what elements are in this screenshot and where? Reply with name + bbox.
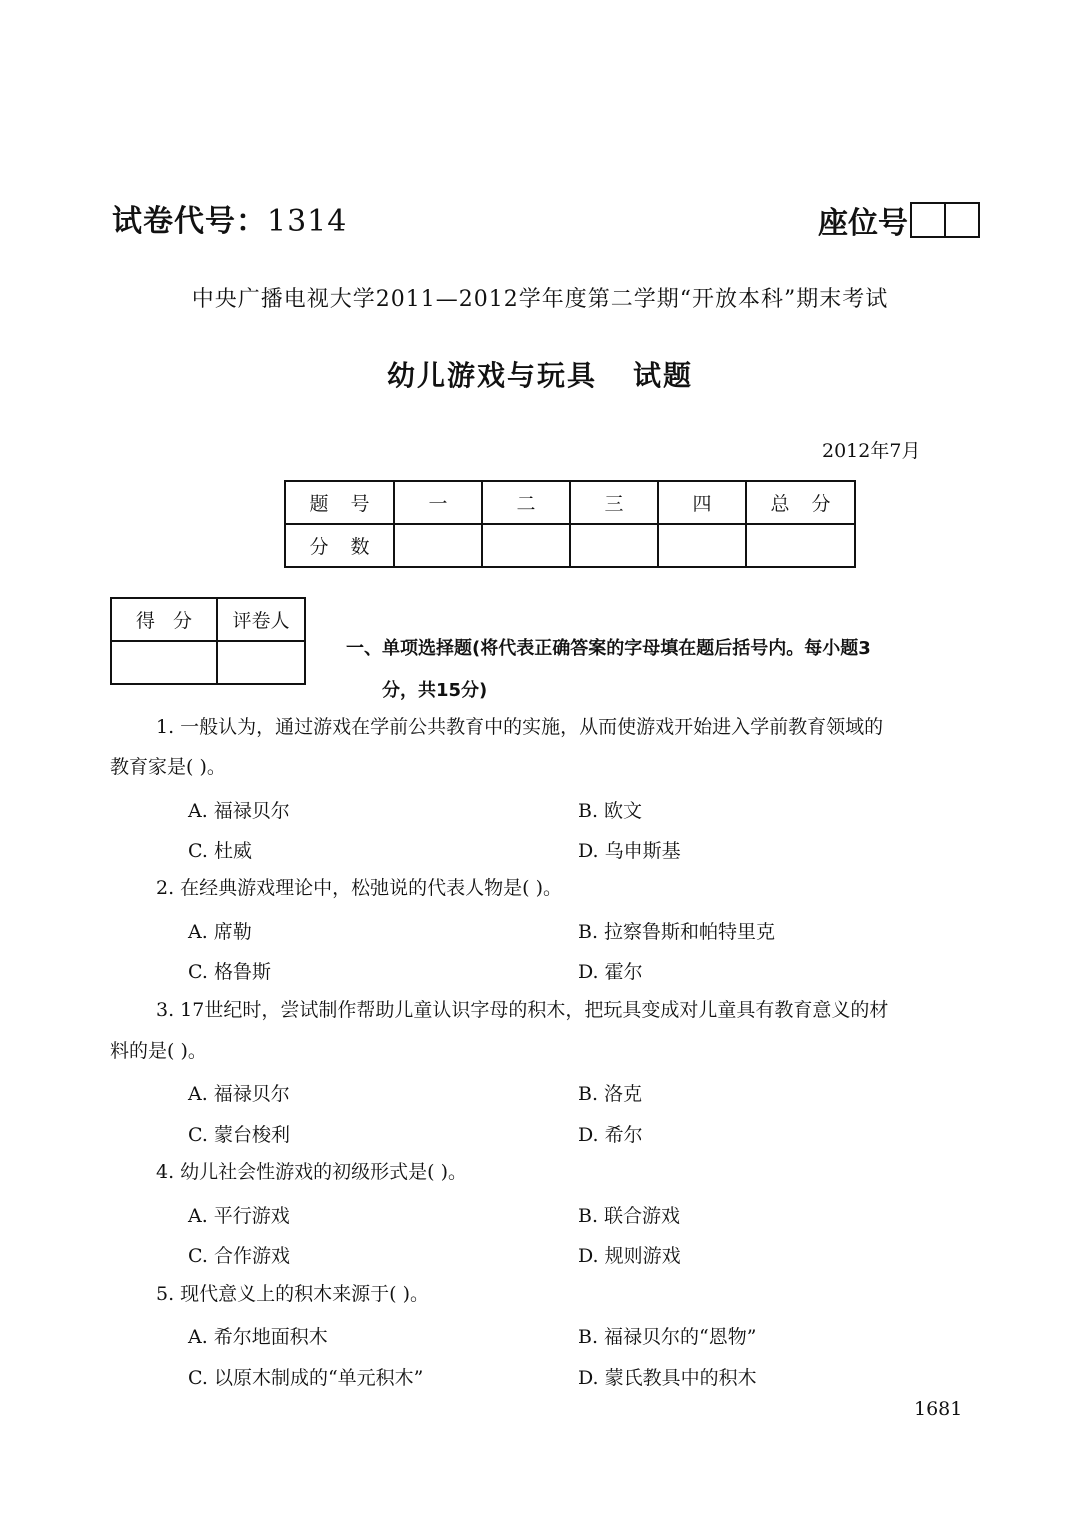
option: D. 蒙氏教具中的积木 xyxy=(578,1367,757,1389)
question-stem: 教育家是( )。 xyxy=(110,756,226,778)
option: B. 拉察鲁斯和帕特里克 xyxy=(578,921,776,943)
grader-score-cell xyxy=(111,641,217,684)
question-stem: 4. 幼儿社会性游戏的初级形式是( )。 xyxy=(156,1161,468,1183)
question-stem: 5. 现代意义上的积木来源于( )。 xyxy=(156,1283,430,1305)
option: C. 以原木制成的“单元积木” xyxy=(188,1367,424,1389)
seat-number xyxy=(818,198,980,242)
paper-code-value: 1314 xyxy=(267,204,348,239)
option: A. 平行游戏 xyxy=(188,1205,290,1227)
section-heading xyxy=(346,628,986,712)
score-input-cell xyxy=(746,524,855,567)
option: D. 霍尔 xyxy=(578,961,643,983)
title-suffix: 试题 xyxy=(633,359,694,392)
option: D. 规则游戏 xyxy=(578,1245,681,1267)
score-input-cell xyxy=(658,524,746,567)
paper-code-label: 试卷代号： xyxy=(112,204,267,239)
score-table-cell: 三 xyxy=(570,481,658,524)
score-table-cell: 一 xyxy=(394,481,482,524)
section-heading-line: 一、单项选择题(将代表正确答案的字母填在题后括号内。每小题3 xyxy=(346,638,871,659)
seat-number-box xyxy=(912,204,944,236)
section-heading-line: 分，共15分) xyxy=(382,680,488,701)
option: B. 欧文 xyxy=(578,800,643,822)
grader-name-cell xyxy=(217,641,305,684)
exam-header: 中央广播电视大学2011—2012学年度第二学期“开放本科”期末考试 xyxy=(191,287,889,312)
seat-number-boxes xyxy=(910,202,980,238)
option: C. 杜威 xyxy=(188,840,252,862)
option: B. 洛克 xyxy=(578,1083,643,1105)
option: A. 福禄贝尔 xyxy=(188,1083,290,1105)
option: D. 乌申斯基 xyxy=(578,840,681,862)
grader-table xyxy=(110,597,306,685)
option: B. 联合游戏 xyxy=(578,1205,681,1227)
exam-title xyxy=(0,354,1080,394)
score-table-score-row xyxy=(285,524,855,567)
score-table-cell: 四 xyxy=(658,481,746,524)
option: D. 希尔 xyxy=(578,1124,643,1146)
course-title: 幼儿游戏与玩具 xyxy=(386,359,597,392)
score-table-header-row xyxy=(285,481,855,524)
option: B. 福禄贝尔的“恩物” xyxy=(578,1326,757,1348)
paper-code xyxy=(112,196,347,240)
grader-score-label: 得分 xyxy=(111,598,217,641)
question-stem: 料的是( )。 xyxy=(110,1040,207,1062)
score-table xyxy=(284,480,856,568)
score-table-cell: 分数 xyxy=(285,524,394,567)
option: A. 席勒 xyxy=(188,921,252,943)
option: A. 希尔地面积木 xyxy=(188,1326,328,1348)
score-input-cell xyxy=(570,524,658,567)
grader-name-label: 评卷人 xyxy=(217,598,305,641)
exam-date: 2012年7月 xyxy=(822,440,921,462)
score-table-cell: 二 xyxy=(482,481,570,524)
score-table-cell: 总分 xyxy=(746,481,855,524)
score-table-cell: 题号 xyxy=(285,481,394,524)
score-input-cell xyxy=(482,524,570,567)
option: C. 格鲁斯 xyxy=(188,961,271,983)
seat-number-label: 座位号 xyxy=(818,206,908,241)
score-input-cell xyxy=(394,524,482,567)
option: A. 福禄贝尔 xyxy=(188,800,290,822)
question-stem: 2. 在经典游戏理论中，松弛说的代表人物是( )。 xyxy=(156,877,563,899)
seat-number-box xyxy=(944,204,978,236)
question-stem: 1. 一般认为，通过游戏在学前公共教育中的实施，从而使游戏开始进入学前教育领域的 xyxy=(156,716,884,738)
option: C. 蒙台梭利 xyxy=(188,1124,290,1146)
option: C. 合作游戏 xyxy=(188,1245,290,1267)
question-stem: 3. 17世纪时，尝试制作帮助儿童认识字母的积木，把玩具变成对儿童具有教育意义的材 xyxy=(156,999,889,1021)
page-number: 1681 xyxy=(914,1398,963,1420)
